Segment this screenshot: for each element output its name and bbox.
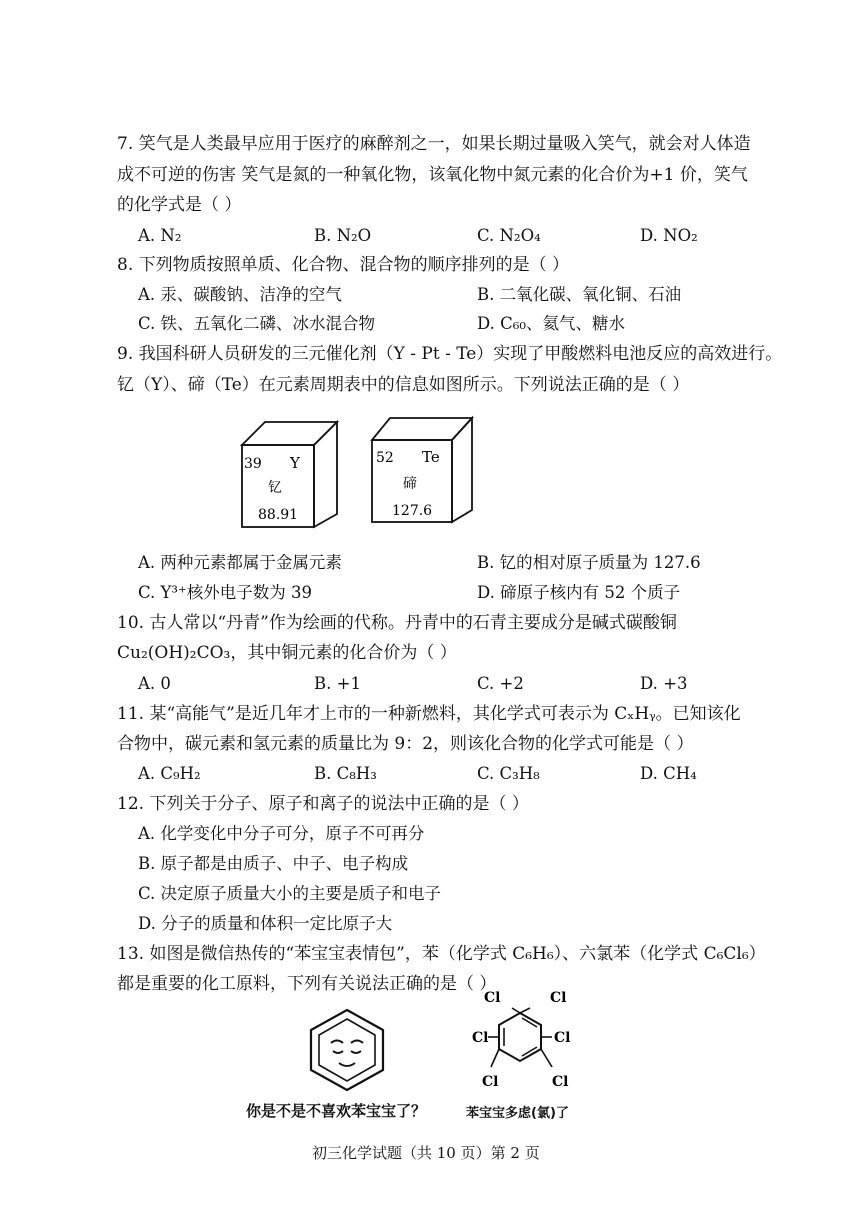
q8-option-d[interactable]: D. C₆₀、氦气、糖水 bbox=[477, 314, 625, 333]
element-cards-figure bbox=[230, 410, 490, 535]
q9-option-d[interactable]: D. 碲原子核内有 52 个质子 bbox=[477, 583, 681, 602]
q13-line1: 13. 如图是微信热传的“苯宝宝表情包”，苯（化学式 C₆H₆）、六氯苯（化学式 C₆Cl₆） bbox=[117, 944, 766, 964]
q8-option-b[interactable]: B. 二氧化碳、氧化铜、石油 bbox=[477, 285, 682, 304]
hexachlorobenzene-figure bbox=[460, 985, 580, 1095]
y-atomic-mass: 88.91 bbox=[258, 507, 299, 523]
q10-option-a[interactable]: A. 0 bbox=[138, 674, 171, 693]
cl-label: Cl bbox=[550, 990, 567, 1006]
cl-label: Cl bbox=[552, 1074, 569, 1090]
cl-label: Cl bbox=[472, 1030, 489, 1046]
q8-stem: 8. 下列物质按照单质、化合物、混合物的顺序排列的是（ ） bbox=[117, 255, 570, 275]
q10-option-b[interactable]: B. +1 bbox=[314, 674, 361, 693]
te-atomic-mass: 127.6 bbox=[392, 503, 433, 519]
q11-line2: 合物中，碳元素和氢元素的质量比为 9：2，则该化合物的化学式可能是（ ） bbox=[117, 734, 694, 754]
q11-option-b[interactable]: B. C₈H₃ bbox=[314, 764, 377, 783]
q8-option-a[interactable]: A. 汞、碳酸钠、洁净的空气 bbox=[138, 285, 342, 304]
q9-option-a[interactable]: A. 两种元素都属于金属元素 bbox=[138, 553, 342, 572]
yttrium-card bbox=[242, 422, 337, 527]
q12-stem: 12. 下列关于分子、原子和离子的说法中正确的是（ ） bbox=[117, 794, 529, 814]
cl-label: Cl bbox=[482, 1074, 499, 1090]
cl-label: Cl bbox=[554, 1030, 571, 1046]
q13-line2: 都是重要的化工原料，下列有关说法正确的是（ ） bbox=[117, 974, 497, 994]
q10-option-c[interactable]: C. +2 bbox=[477, 674, 524, 693]
benzene-emoji-figure bbox=[305, 1005, 390, 1095]
q7-line2: 成不可逆的伤害 笑气是氮的一种氧化物，该氧化物中氮元素的化合价为+1 价，笑气 bbox=[117, 165, 748, 185]
te-atomic-number: 52 bbox=[376, 450, 394, 466]
caption-right: 苯宝宝多虑(氯)了 bbox=[466, 1106, 569, 1121]
q8-option-c[interactable]: C. 铁、五氧化二磷、冰水混合物 bbox=[138, 314, 376, 333]
q9-option-c[interactable]: C. Y³⁺核外电子数为 39 bbox=[138, 583, 312, 602]
q10-line2: Cu₂(OH)₂CO₃，其中铜元素的化合价为（ ） bbox=[117, 643, 457, 663]
q12-option-b[interactable]: B. 原子都是由质子、中子、电子构成 bbox=[138, 854, 409, 873]
y-symbol: Y bbox=[290, 454, 300, 472]
q7-option-b[interactable]: B. N₂O bbox=[314, 226, 372, 245]
tellurium-card bbox=[372, 418, 472, 522]
q9-line1: 9. 我国科研人员研发的三元催化剂（Y - Pt - Te）实现了甲酸燃料电池反应的高效进行。 bbox=[117, 344, 783, 364]
q7-option-d[interactable]: D. NO₂ bbox=[640, 226, 698, 245]
q9-option-b[interactable]: B. 钇的相对原子质量为 127.6 bbox=[477, 553, 701, 572]
q11-option-a[interactable]: A. C₉H₂ bbox=[138, 764, 201, 783]
q9-line2: 钇（Y）、碲（Te）在元素周期表中的信息如图所示。下列说法正确的是（ ） bbox=[117, 375, 690, 395]
y-atomic-number: 39 bbox=[244, 456, 262, 472]
q11-option-c[interactable]: C. C₃H₈ bbox=[477, 764, 540, 783]
y-name: 钇 bbox=[268, 480, 282, 496]
q12-option-d[interactable]: D. 分子的质量和体积一定比原子大 bbox=[138, 914, 393, 933]
te-name: 碲 bbox=[403, 476, 417, 492]
page-footer: 初三化学试题（共 10 页）第 2 页 bbox=[312, 1144, 540, 1162]
q7-option-c[interactable]: C. N₂O₄ bbox=[477, 226, 541, 245]
caption-left: 你是不是不喜欢苯宝宝了？ bbox=[246, 1102, 427, 1120]
q10-option-d[interactable]: D. +3 bbox=[640, 674, 688, 693]
q12-option-a[interactable]: A. 化学变化中分子可分，原子不可再分 bbox=[138, 824, 425, 843]
q7-option-a[interactable]: A. N₂ bbox=[138, 226, 182, 245]
q11-line1: 11. 某“高能气”是近几年才上市的一种新燃料，其化学式可表示为 CₓHᵧ。已知该化 bbox=[117, 704, 741, 724]
q10-line1: 10. 古人常以“丹青”作为绘画的代称。丹青中的石青主要成分是碱式碳酸铜 bbox=[117, 613, 677, 633]
cl-label: Cl bbox=[484, 990, 501, 1006]
q11-option-d[interactable]: D. CH₄ bbox=[640, 764, 697, 783]
q7-line1: 7. 笑气是人类最早应用于医疗的麻醉剂之一，如果长期过量吸入笑气，就会对人体造 bbox=[117, 134, 751, 154]
te-symbol: Te bbox=[422, 448, 440, 466]
q12-option-c[interactable]: C. 决定原子质量大小的主要是质子和电子 bbox=[138, 884, 442, 903]
q7-line3: 的化学式是（ ） bbox=[117, 195, 242, 215]
